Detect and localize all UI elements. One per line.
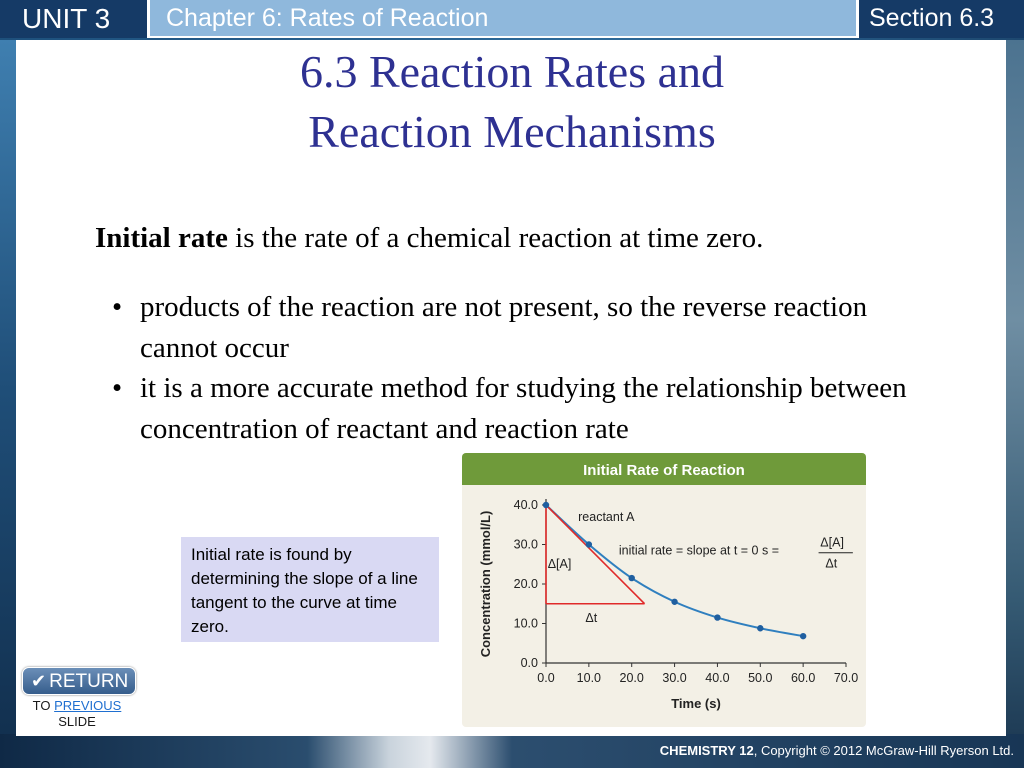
y-tick-label: 10.0	[513, 616, 538, 631]
data-point	[714, 614, 720, 620]
x-tick-label: 10.0	[576, 671, 602, 685]
return-button[interactable]	[22, 667, 136, 695]
data-point	[586, 541, 592, 547]
x-tick-label: 70.0	[833, 671, 859, 685]
data-point	[757, 625, 763, 631]
slide-title	[0, 42, 1024, 162]
delta-t-label: Δt	[585, 610, 598, 625]
y-tick-label: 40.0	[513, 498, 538, 512]
data-point	[543, 502, 549, 508]
chart-title: Initial Rate of Reaction	[583, 462, 745, 479]
bullet-list	[112, 287, 912, 449]
previous-link[interactable]: PREVIOUS	[54, 698, 122, 713]
fraction-numerator: Δ[A]	[820, 535, 844, 550]
data-point	[671, 599, 677, 605]
bullet-item: • it is a more accurate method for studying the relationship between concentration of reactant and reaction rate	[112, 368, 912, 449]
section-label: Section 6.3	[856, 0, 1024, 38]
slide-title-line2: Reaction Mechanisms	[308, 106, 716, 157]
series-label: reactant A	[578, 509, 635, 524]
footer-copyright	[660, 743, 1014, 758]
x-tick-label: 50.0	[748, 671, 773, 685]
unit-label: UNIT 3	[0, 0, 150, 38]
intro-text: is the rate of a chemical reaction at time zero.	[227, 222, 764, 254]
callout-box: Initial rate is found by determining the slope of a line tangent to the curve at time zero.	[181, 537, 439, 642]
y-axis-label: Concentration (mmol/L)	[478, 510, 493, 658]
return-button-label: RETURN	[49, 671, 129, 692]
intro-definition	[95, 222, 955, 255]
x-tick-label: 30.0	[662, 671, 687, 685]
bullet-item: • products of the reaction are not present, so the reverse reaction cannot occur	[112, 287, 912, 368]
footer-brand: CHEMISTRY 12	[659, 743, 754, 758]
return-arrow-icon: ✔	[31, 671, 47, 691]
return-caption-slide: SLIDE	[58, 714, 96, 729]
return-caption	[18, 698, 136, 730]
y-tick-label: 0.0	[520, 656, 538, 670]
data-point	[629, 575, 635, 581]
intro-term: Initial rate	[95, 222, 228, 254]
rate-annotation: initial rate = slope at t = 0 s =	[618, 543, 780, 558]
chart-card	[462, 453, 866, 727]
y-tick-label: 30.0	[513, 537, 538, 552]
y-tick-label: 20.0	[513, 577, 538, 591]
x-tick-label: 60.0	[790, 671, 816, 685]
header-bar	[0, 0, 1024, 38]
delta-a-label: Δ[A]	[547, 557, 572, 572]
x-tick-label: 20.0	[619, 671, 644, 685]
initial-rate-chart	[462, 453, 866, 727]
chapter-title: Chapter 6: Rates of Reaction	[166, 4, 489, 32]
footer-copyright-text: , Copyright © 2012 McGraw-Hill Ryerson Ltd.	[753, 743, 1014, 758]
x-axis-label: Time (s)	[671, 696, 721, 711]
return-caption-to: TO	[32, 698, 51, 713]
slide-title-line1: 6.3 Reaction Rates and	[299, 46, 725, 97]
x-tick-label: 0.0	[537, 671, 555, 685]
data-point	[800, 633, 806, 639]
x-tick-label: 40.0	[705, 671, 730, 685]
fraction-denominator: Δt	[825, 556, 838, 571]
